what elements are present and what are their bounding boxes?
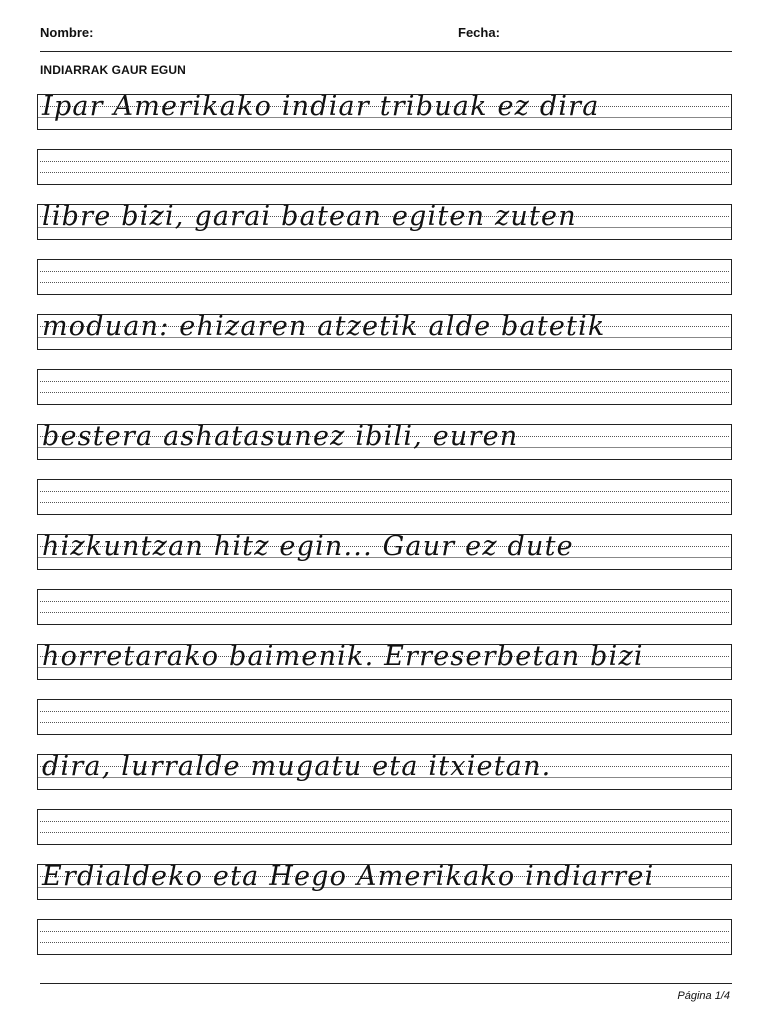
model-line-text: moduan: ehizaren atzetik alde batetik <box>42 314 606 342</box>
practice-line-box[interactable] <box>37 809 732 845</box>
model-line-text: Ipar Amerikako indiar tribuak ez dira <box>42 94 600 122</box>
footer-divider <box>40 983 732 984</box>
model-line-text: Erdialdeko eta Hego Amerikako indiarrei <box>42 864 655 892</box>
practice-line-box[interactable] <box>37 699 732 735</box>
page-number: Página 1/4 <box>677 990 730 1002</box>
worksheet-title: INDIARRAK GAUR EGUN <box>40 63 186 77</box>
model-line-box <box>37 94 732 130</box>
model-line-box <box>37 754 732 790</box>
date-label: Fecha: <box>458 25 500 40</box>
model-line-box <box>37 314 732 350</box>
name-label: Nombre: <box>40 25 94 40</box>
writing-rows <box>37 94 732 974</box>
practice-line-box[interactable] <box>37 369 732 405</box>
header <box>40 25 732 45</box>
model-line-box <box>37 204 732 240</box>
practice-line-box[interactable] <box>37 479 732 515</box>
model-line-box <box>37 644 732 680</box>
model-line-box <box>37 864 732 900</box>
model-line-box <box>37 534 732 570</box>
model-line-text: bestera ashatasunez ibili, euren <box>42 424 519 452</box>
practice-line-box[interactable] <box>37 589 732 625</box>
model-line-box <box>37 424 732 460</box>
model-line-text: libre bizi, garai batean egiten zuten <box>42 204 577 232</box>
practice-line-box[interactable] <box>37 149 732 185</box>
practice-line-box[interactable] <box>37 259 732 295</box>
model-line-text: horretarako baimenik. Erreserbetan bizi <box>42 644 644 672</box>
model-line-text: dira, lurralde mugatu eta itxietan. <box>42 754 552 782</box>
model-line-text: hizkuntzan hitz egin... Gaur ez dute <box>42 534 574 562</box>
practice-line-box[interactable] <box>37 919 732 955</box>
header-divider <box>40 51 732 52</box>
